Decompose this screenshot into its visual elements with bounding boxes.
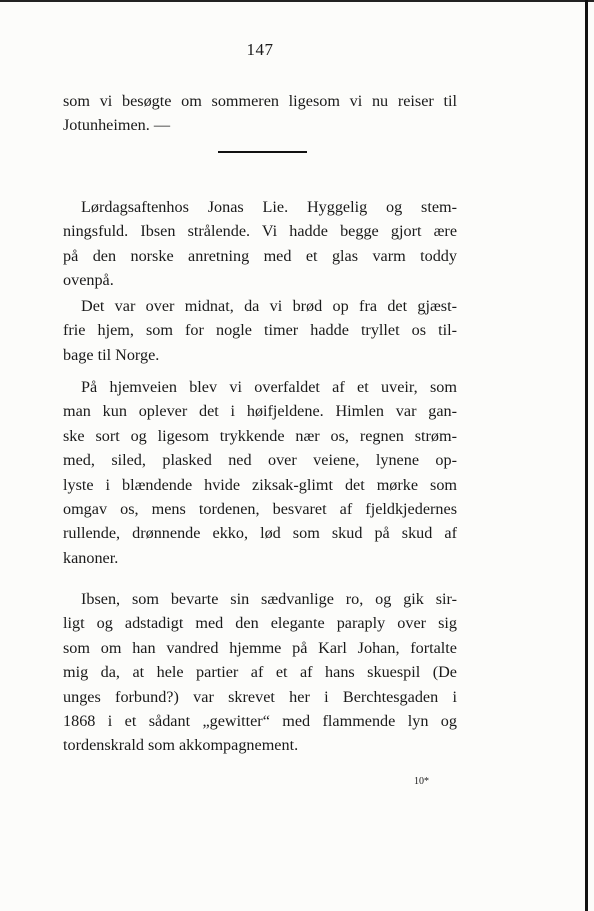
- paragraph-2: [63, 294, 457, 367]
- text-line: som om han vandred hjemme på Karl Johan, fortalte: [63, 638, 457, 657]
- section-divider: [218, 151, 307, 153]
- text-line: Jotunheimen. —: [63, 116, 171, 135]
- text-line: frie hjem, som for nogle timer hadde tryllet os til-: [63, 321, 457, 340]
- paragraph-1: [63, 195, 457, 293]
- text-line: omgav os, mens tordenen, besvaret af fjeldkjedernes: [63, 500, 457, 519]
- signature-mark: 10*: [414, 776, 429, 787]
- text-line: mig da, at hele partier af et af hans skuespil (De: [63, 663, 457, 682]
- text-line: på den norske anretning med et glas varm toddy: [63, 246, 457, 265]
- text-line: som vi besøgte om sommeren ligesom vi nu reiser til: [63, 92, 457, 110]
- text-line: Det var over midnat, da vi brød op fra det gjæst-: [81, 297, 457, 315]
- text-line: ningsfuld. Ibsen strålende. Vi hadde begge gjort ære: [63, 222, 457, 241]
- paragraph-3: [63, 375, 457, 570]
- text-line: På hjemveien blev vi overfaldet af et uveir, som: [81, 378, 457, 396]
- text-line: unges forbund?) var skrevet her i Berchtesgaden i: [63, 687, 457, 706]
- text-line: bage til Norge.: [63, 345, 160, 364]
- text-line: kanoner.: [63, 548, 119, 567]
- text-line: Lørdagsaftenhos Jonas Lie. Hyggelig og stem-: [81, 198, 457, 216]
- text-line: 1868 i et sådant „gewitter“ med flammende lyn og: [63, 712, 457, 731]
- text-line: ovenpå.: [63, 271, 114, 290]
- text-line: lyste i blændende hvide ziksak-glimt det mørke som: [63, 475, 457, 494]
- text-line: Ibsen, som bevarte sin sædvanlige ro, og gik sir-: [81, 590, 457, 608]
- text-line: rullende, drønnende ekko, lød som skud på skud af: [63, 524, 457, 543]
- text-line: med, siled, plasked ned over veiene, lynene op-: [63, 451, 457, 470]
- intro-paragraph: [63, 89, 457, 138]
- page-number: 147: [246, 40, 274, 59]
- text-line: man kun oplever det i høifjeldene. Himlen var gan-: [63, 402, 457, 421]
- text-line: ligt og adstadigt med den elegante paraply over sig: [63, 614, 457, 633]
- text-line: ske sort og ligesom trykkende nær os, regnen strøm-: [63, 426, 457, 445]
- text-line: tordenskrald som akkompagnement.: [63, 736, 299, 755]
- paragraph-4: [63, 587, 457, 758]
- scan-edge-right: [585, 0, 588, 911]
- scan-edge-top: [0, 0, 594, 2]
